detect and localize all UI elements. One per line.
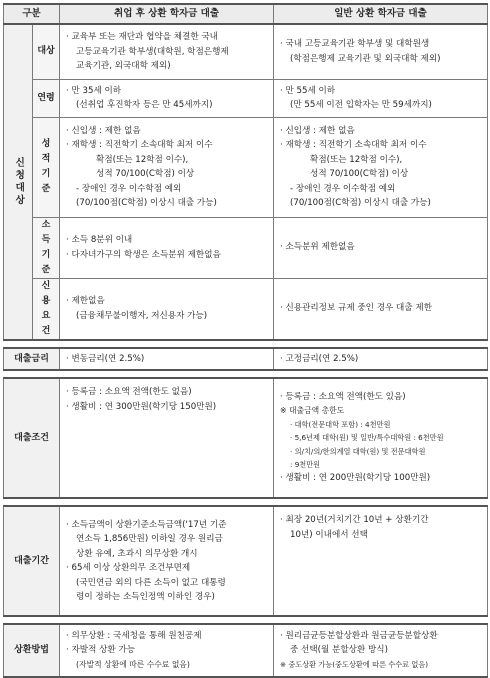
target-a (60, 24, 274, 79)
table-header-row (4, 4, 488, 24)
loan-comparison-table-wrap (3, 3, 487, 678)
text-line: (학점은행제 교육기관 및 외국대학 제외) (290, 53, 441, 64)
conditions-a (60, 378, 274, 498)
loan-comparison-table (3, 3, 488, 678)
text-line: · 만 35세 이하 (66, 85, 122, 96)
text-line: 성적 70/100(C학점) 이상 (96, 169, 195, 179)
text-line: (금융채무불이행자, 저신용자 가능) (76, 310, 208, 321)
period-label: 대출기간 (4, 506, 60, 616)
eligibility-group-label (4, 24, 33, 340)
income-a (60, 217, 274, 278)
row-conditions (4, 378, 488, 498)
text-line: 교육기관, 외국대학 제외) (76, 61, 171, 71)
text-line: · 5,6년제 대학(원) 및 일반/특수대학원 : 6천만원 (290, 433, 444, 443)
row-repayment (4, 624, 488, 677)
credit-a (60, 278, 274, 340)
row-age (4, 79, 488, 117)
text-line: · 등록금 : 소요액 전액(한도 있음) (280, 391, 406, 402)
text-line: · 재학생 : 직전학기 소속대학 최저 이수 (280, 140, 427, 150)
row-label-target: 대상 (33, 24, 60, 79)
text-line: · 대학(전문대학 포함) : 4천만원 (290, 419, 391, 429)
text-line: · 다자녀가구의 학생은 소득분위 제한없음 (66, 249, 221, 260)
row-target (4, 24, 488, 79)
text-line: · 신용관리정보 규제 중인 경우 대출 제한 (280, 303, 432, 314)
spacer (4, 498, 488, 506)
row-label-grade (33, 117, 60, 217)
text-line: · 소득금액이 상환기준소득금액('17년 기준 (66, 519, 227, 530)
credit-b (274, 278, 488, 340)
row-period (4, 506, 488, 616)
text-line: · 국내 고등교육기관 학부생 및 대학원생 (280, 39, 430, 50)
row-income (4, 217, 488, 278)
text-line: · 최장 20년(거치기간 10년 + 상환기간 (280, 515, 429, 525)
text-line: · 재학생 : 직전학기 소속대학 최저 이수 (66, 140, 213, 150)
text-line: ※ 중도상환 가능(중도상환에 따른 수수료 없음) (280, 659, 429, 669)
row-grade (4, 117, 488, 217)
text-line: 10년) 이내에서 선택 (290, 529, 368, 540)
repayment-a (60, 624, 274, 677)
text-line: · 생활비 : 연 300만원(학기당 150만원) (66, 401, 217, 412)
text-line: · 65세 이상 상환의무 조건부면제 (66, 563, 191, 573)
interest-b (274, 348, 488, 371)
repayment-label: 상환방법 (4, 624, 60, 677)
text-line: (자발적 상환에 따른 수수료 없음) (76, 659, 190, 669)
text-line: · 자발적 상환 가능 (66, 645, 136, 656)
row-label-income (33, 217, 60, 278)
text-line: · 변동금리(연 2.5%) (66, 353, 145, 364)
text-line: · 생활비 : 연 200만원(학기당 100만원) (280, 472, 431, 483)
text-line: 확점(또는 12학점 이수), (310, 154, 403, 165)
text-line: : 9천만원 (290, 460, 321, 470)
text-line: (선취업 후진학자 등은 만 45세까지) (76, 100, 213, 110)
text-line: 확점(또는 12학점 이수), (96, 154, 189, 165)
text-line: ※ 대출금액 총한도 (280, 406, 345, 416)
grade-b (274, 117, 488, 217)
text-line: · 교육부 또는 재단과 협약을 체결한 국내 (66, 32, 218, 42)
age-b (274, 79, 488, 117)
period-b (274, 506, 488, 616)
interest-label: 대출금리 (4, 348, 60, 371)
header-general-repayment-loan: 일반 상환 학자금 대출 (274, 4, 488, 24)
eligibility-label: 신청대상 (13, 156, 25, 207)
text-line: 중 선택(월 분할상환 방식) (290, 645, 388, 656)
credit-label: 신용요건 (41, 280, 51, 336)
interest-a (60, 348, 274, 371)
text-line: · 고정금리(연 2.5%) (280, 353, 359, 364)
spacer (4, 340, 488, 348)
text-line: · 신입생 : 제한 없음 (66, 125, 141, 136)
text-line: (만 55세 이전 입학자는 만 59세까지) (290, 100, 432, 110)
target-b (274, 24, 488, 79)
row-interest (4, 348, 488, 371)
text-line: - 장애인 경우 이수학점 예외 (76, 183, 182, 194)
text-line: (70/100점(C학점) 이상시 대출 가능) (290, 198, 431, 208)
text-line: (국민연금 외의 다른 소득이 없고 대통령 (76, 577, 226, 588)
text-line: 고등교육기관 학부생(대학원, 학점은행제 (76, 46, 229, 57)
repayment-b (274, 624, 488, 677)
text-line: (70/100점(C학점) 이상시 대출 가능) (76, 198, 217, 208)
text-line: 성적 70/100(C학점) 이상 (310, 169, 409, 179)
conditions-label: 대출조건 (4, 378, 60, 498)
text-line: · 의/치/의/한의계열 대학(원) 및 전문대학원 (290, 446, 426, 456)
row-label-credit (33, 278, 60, 340)
text-line: · 의무상환 : 국세청을 통해 원천공제 (66, 630, 202, 641)
text-line: · 원리금균등분할상환과 원금균등분할상환 (280, 630, 438, 641)
period-a (60, 506, 274, 616)
text-line: · 만 55세 이하 (280, 85, 336, 96)
grade-label: 성적기준 (41, 139, 51, 194)
text-line: · 신입생 : 제한 없음 (280, 125, 355, 136)
spacer (4, 616, 488, 624)
text-line: · 소득분위 제한없음 (280, 242, 355, 253)
text-line: - 장애인 경우 이수학점 예외 (290, 183, 396, 194)
income-b (274, 217, 488, 278)
row-label-age: 연령 (33, 79, 60, 117)
text-line: 상환 유예, 초과시 의무상환 개시 (76, 548, 198, 559)
text-line: · 제한없음 (66, 296, 105, 306)
text-line: · 등록금 : 소요액 전액(한도 없음) (66, 387, 192, 397)
header-category: 구분 (4, 4, 60, 24)
text-line: 연소득 1,856만원) 이하일 경우 원리금 (76, 534, 223, 544)
text-line: · 소득 8분위 이내 (66, 235, 133, 245)
conditions-b (274, 378, 488, 498)
spacer (4, 370, 488, 378)
age-a (60, 79, 274, 117)
income-label: 소득기준 (41, 219, 51, 275)
row-credit (4, 278, 488, 340)
grade-a (60, 117, 274, 217)
text-line: 령이 정하는 소득인정액 이하인 경우) (76, 592, 215, 602)
header-income-contingent-loan: 취업 후 상환 학자금 대출 (60, 4, 274, 24)
